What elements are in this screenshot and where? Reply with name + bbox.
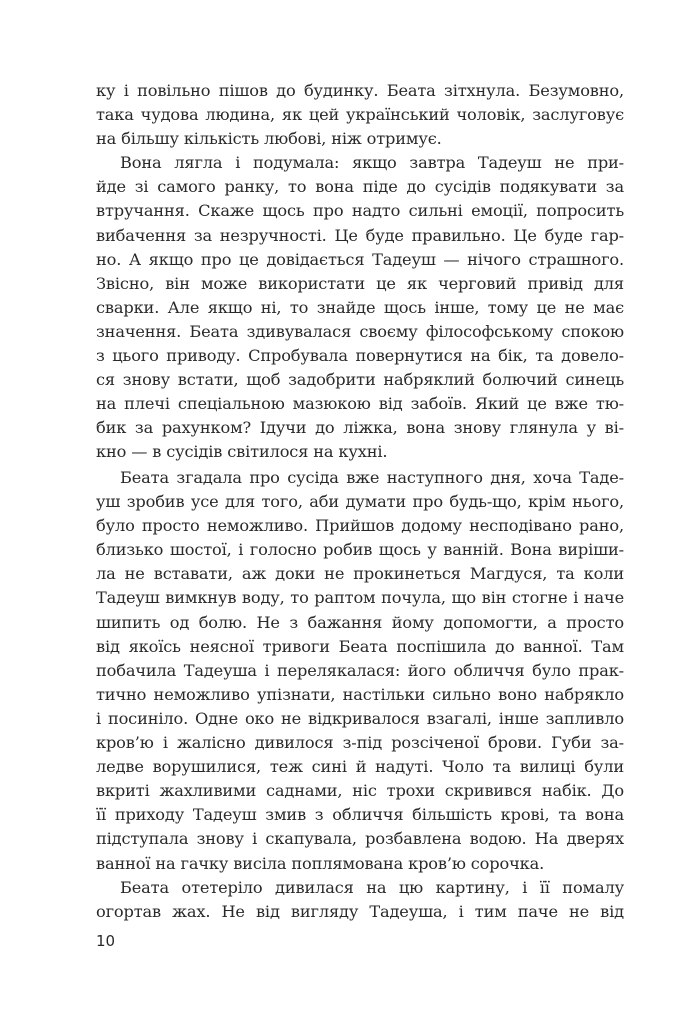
text-line: ку і повільно пішов до будинку. Беата зітхнула. Безумовно, — [96, 81, 624, 100]
paragraph — [96, 79, 624, 151]
text-line: ся знову встати, щоб задобрити набряклий болючий синець — [96, 370, 624, 390]
text-line: Беата згадала про сусіда вже наступного дня, хоча Таде- — [120, 468, 624, 487]
text-line: і посиніло. Одне око не відкривалося взагалі, інше запливло — [96, 708, 624, 728]
text-line: ванної на гачку висіла поплямована кров’ю сорочка. — [96, 853, 545, 873]
text-line: Тадеуш вимкнув воду, то раптом почула, що він стогне і наче — [96, 588, 624, 608]
paragraph — [96, 466, 624, 876]
text-line: Беата отетеріло дивилася на цю картину, і її помалу — [120, 877, 624, 897]
text-line: вибачення за незручності. Це буде правильно. Це буде гар- — [96, 225, 624, 245]
text-line: втручання. Скаже щось про надто сильні емоції, попросить — [96, 201, 624, 221]
text-line: побачила Тадеуша і перелякалася: його обличчя було прак- — [96, 660, 624, 680]
text-line: ледве ворушилися, теж сині й надуті. Чоло та вилиці були — [96, 757, 624, 777]
text-line: йде зі самого ранку, то вона піде до сусідів подякувати за — [96, 177, 624, 197]
text-line: на плечі спеціальною мазюкою від забоїв. Який це вже тю- — [96, 394, 624, 414]
text-line: тично неможливо упізнати, настільки сильно воно набрякло — [96, 684, 624, 704]
text-line: близько шостої, і голосно робив щось у ванній. Вона виріши- — [96, 540, 624, 560]
text-line: огортав жах. Не від вигляду Тадеуша, і тим паче не від — [96, 901, 624, 921]
text-line: Вона лягла і подумала: якщо завтра Тадеуш не при- — [120, 153, 624, 173]
text-line: було просто неможливо. Прийшов додому несподівано рано, — [96, 516, 624, 536]
text-line: ла не вставати, аж доки не прокинеться Магдуся, та коли — [96, 564, 624, 584]
text-line: підступала знову і скапувала, розбавлена водою. На дверях — [96, 829, 624, 849]
text-line: її приходу Тадеуш змив з обличчя більшість крові, та вона — [96, 805, 624, 825]
text-line: така чудова людина, як цей український чоловік, заслуговує — [96, 105, 624, 125]
text-line: сварки. Але якщо ні, то знайде щось інше, тому це не має — [96, 297, 624, 317]
text-line: уш зробив усе для того, аби думати про будь-що, крім нього, — [96, 492, 624, 512]
text-line: бик за рахунком? Ідучи до ліжка, вона знову глянула у ві- — [96, 418, 624, 438]
text-line: з цього приводу. Спробувала повернутися на бік, та довело- — [96, 346, 624, 366]
text-line: шипить од болю. Не з бажання йому допомогти, а просто — [96, 612, 624, 632]
paragraph — [96, 876, 624, 924]
text-line: кно — в сусідів світилося на кухні. — [96, 442, 388, 462]
text-line: від якоїсь неясної тривоги Беата поспішила до ванної. Там — [96, 636, 624, 656]
text-block-first — [96, 79, 624, 465]
text-line: значення. Беата здивувалася своєму філософському спокою — [96, 321, 624, 341]
text-line: на більшу кількість любові, ніж отримує. — [96, 129, 442, 149]
paragraph — [96, 151, 624, 464]
text-line: Звісно, він може використати це як черговий привід для — [96, 273, 624, 293]
text-line: вкриті жахливими саднами, ніс трохи скривився набік. До — [96, 781, 624, 801]
text-block-second — [96, 466, 624, 924]
page-number: 10 — [96, 932, 116, 950]
text-line: но. А якщо про це довідається Тадеуш — нічого страшного. — [96, 249, 624, 269]
text-line: кров’ю і жалісно дивилося з-під розсіченої брови. Губи за- — [96, 733, 624, 753]
